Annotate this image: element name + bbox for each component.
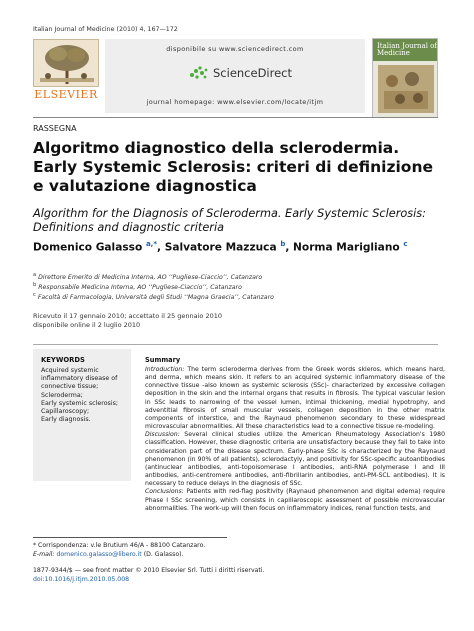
summary-heading: Summary [145,356,181,364]
title-line: e valutazione diagnostica [33,177,257,195]
paragraph-text: The term scleroderma derives from the Greek words skleros, which means hard, and derma, which means skin. It refers to an acquired systemic inflammatory disease of the connective tissue -also known as systemic sclerosis (SSc)- characterized by excessive collagen deposition in the skin and the internal organs that results in fibrosis. The typical vascular lesion in SSc leads to narrowing of the vessel lumen, intimal thickening, medial hypotrophy, and adventitial fibrosis of small muscular vessels, collagen deposition in the other matrix components of interstice, and the Raynaud phenomenon secondary to these widespread microvascular abnormalities. All these characteristics lead to a connective tissue re-modeling. [145,366,446,431]
summary-paragraph [145,488,445,512]
keyword-item: Scleroderma; [41,391,83,399]
affiliation-marker: a [33,272,37,278]
paragraph-text: Patients with red-flag positivity (Raynaud phenomenon and digital edema) require Phase I SSc screening, which consists in capillaroscopic assessment of possible microvascular abnormalities. The work-up will then focus on inflammatory indices, renal function tests, and [145,488,445,512]
keyword-item: Early diagnosis. [41,416,91,424]
available-online-link[interactable]: disponibile su www.sciencedirect.com [166,45,304,53]
sciencedirect-dots-icon [188,65,210,81]
author-name[interactable]: Salvatore Mazzuca [164,241,277,254]
elsevier-wordmark: ELSEVIER [34,88,98,101]
author-affiliation-marker[interactable]: b [280,240,286,248]
sciencedirect-wordmark: ScienceDirect [213,66,293,80]
title-line: Algoritmo diagnostico della sclerodermia. [33,139,400,157]
footnote-divider [33,537,227,538]
received-dates: Ricevuto il 17 gennaio 2010; accettato il 25 gennaio 2010 [33,312,223,320]
keywords-list [41,367,127,424]
keyword-item: Early systemic sclerosis; [41,399,118,407]
summary-paragraph [145,431,445,488]
header-divider [33,117,438,118]
affiliation-text: Responsabile Medicina Interna, AO ‘‘Pugliese-Ciaccio’’, Catanzaro [38,284,242,292]
sciencedirect-logo[interactable] [188,64,292,82]
affiliation-item [33,272,453,281]
title-line: Early Systemic Sclerosis: criteri di definizione [33,158,433,176]
paragraph-label: Introduction: [145,366,185,373]
email-link[interactable]: domenico.galasso@libero.it [56,551,142,558]
email-label: E-mail: [33,551,55,558]
affiliation-marker: c [33,292,36,298]
article-english-title [33,207,453,235]
online-date: disponibile online il 2 luglio 2010 [33,321,141,329]
subtitle-line: Algorithm for the Diagnosis of Scleroderma. Early Systemic Sclerosis: [33,207,426,220]
keyword-item: Acquired systemic inflammatory disease of connective tissue; [41,367,118,391]
author-affiliation-marker[interactable]: c [403,240,408,248]
article-title [33,139,443,196]
journal-cover-image [372,38,438,118]
journal-homepage-link[interactable]: journal homepage: www.elsevier.com/locate/itjm [146,98,324,106]
keywords-heading: KEYWORDS [41,356,85,364]
author-name[interactable]: Norma Marigliano [293,241,400,254]
paragraph-label: Discussion: [145,431,180,439]
elsevier-logo[interactable] [33,39,99,101]
affiliation-text: Facoltà di Farmacologia, Università degli Studi ‘‘Magna Graecia’’, Catanzaro [37,294,274,302]
article-section: RASSEGNA [33,124,77,133]
cover-artwork [378,65,434,113]
paragraph-text: Several clinical studies utilize the American Rheumatology Association's 1980 classification. However, these diagnostic criteria are unsatisfactory because they fail to take into consideration part of the disease spectrum. Early-phase SSc is characterized by the Raynaud phenomenon (in 90% of all patients), sclerodactyly, and positivity for SSc-specific autoantibodies (antinuclear antibodies, anti-topoisomerase I antibodies, anti-RNA polymerase I and III antibodies, anti-centromere antibodies, anti-fibrillarin antibodies, anti-PM-SCL antibodies). It is necessary to reduce delays in the diagnosis of SSc. [145,431,445,488]
journal-reference: Italian Journal of Medicine (2010) 4, 167—172 [33,26,178,33]
affiliation-text: Direttore Emerito di Medicina Interna, AO ‘‘Pugliese-Ciaccio’’, Catanzaro [38,274,263,282]
summary-body [145,366,445,513]
cover-title: Italian Journal of Medicine [377,42,437,58]
keyword-item: Capillaroscopy; [41,408,90,416]
correspondence-note: * Corrispondenza: v.le Brutium 46/A - 88100 Catanzaro. [33,542,206,549]
subtitle-line: Definitions and diagnostic criteria [33,221,225,234]
affiliation-item [33,292,453,301]
abstract-divider [33,344,438,345]
doi-line [33,576,453,583]
email-suffix: (D. Galasso). [143,551,184,558]
email-note [33,551,453,558]
affiliation-marker: b [33,282,37,288]
affiliation-item [33,282,453,291]
author-affiliation-marker[interactable]: a,* [145,240,157,248]
elsevier-tree-icon [33,39,99,87]
copyright-line: 1877-9344/$ — see front matter © 2010 Elsevier Srl. Tutti i diritti riservati. [33,567,265,574]
author-name[interactable]: Domenico Galasso [33,241,143,254]
summary-paragraph [145,366,445,431]
author-list: Domenico Galasso $^{a,*}$, Salvatore Mazzuca $^b$, Norma Marigliano $^c$ [33,240,408,254]
doi-link[interactable]: doi:10.1016/j.itjm.2010.05.008 [33,576,130,583]
paragraph-label: Conclusions: [145,488,184,496]
